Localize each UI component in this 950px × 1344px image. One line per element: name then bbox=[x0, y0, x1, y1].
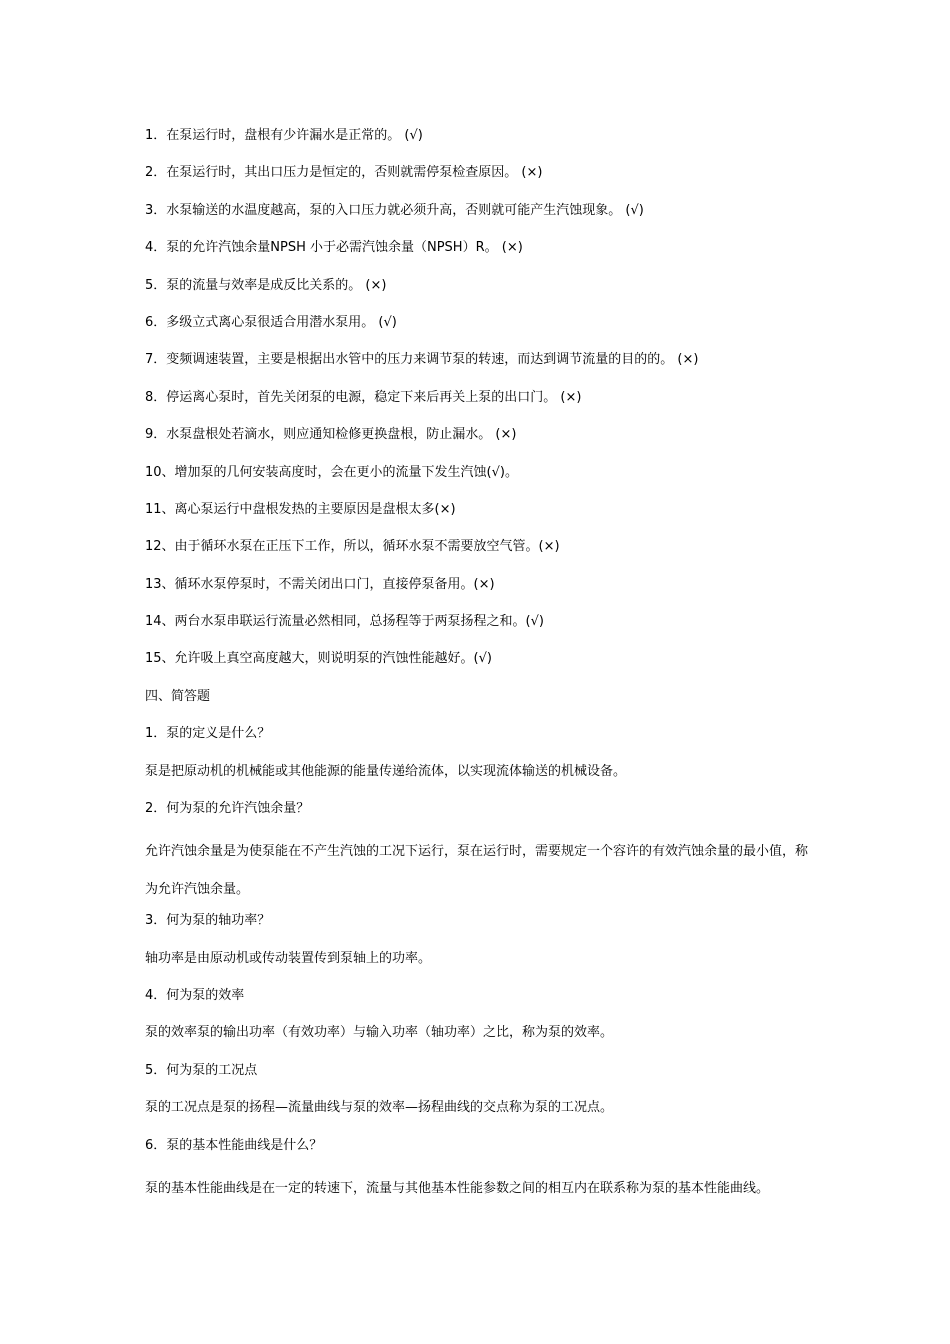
question-5: 5．何为泵的工况点 bbox=[145, 1062, 258, 1078]
tf-item-5: 5．泵的流量与效率是成反比关系的。 (×) bbox=[145, 277, 387, 293]
tf-item-4: 4．泵的允许汽蚀余量NPSH 小于必需汽蚀余量（NPSH）R。 (×) bbox=[145, 240, 523, 256]
tf-item-2: 2．在泵运行时，其出口压力是恒定的，否则就需停泵检查原因。 (×) bbox=[145, 165, 543, 181]
answer-5: 泵的工况点是泵的扬程—流量曲线与泵的效率—扬程曲线的交点称为泵的工况点。 bbox=[145, 1100, 614, 1116]
answer-3: 轴功率是由原动机或传动装置传到泵轴上的功率。 bbox=[145, 950, 432, 966]
question-3: 3．何为泵的轴功率？ bbox=[145, 913, 271, 929]
tf-item-15: 15、允许吸上真空高度越大，则说明泵的汽蚀性能越好。(√) bbox=[145, 651, 492, 667]
tf-item-6: 6．多级立式离心泵很适合用潜水泵用。 (√) bbox=[145, 314, 397, 330]
question-1: 1．泵的定义是什么？ bbox=[145, 726, 271, 742]
tf-item-13: 13、循环水泵停泵时，不需关闭出口门，直接停泵备用。(×) bbox=[145, 576, 495, 592]
tf-item-14: 14、两台水泵串联运行流量必然相同，总扬程等于两泵扬程之和。(√) bbox=[145, 614, 544, 630]
document-page bbox=[145, 123, 815, 1207]
tf-item-12: 12、由于循环水泵在正压下工作，所以，循环水泵不需要放空气管。(×) bbox=[145, 539, 560, 555]
answer-1: 泵是把原动机的机械能或其他能源的能量传递给流体，以实现流体输送的机械设备。 bbox=[145, 763, 627, 779]
tf-item-11: 11、离心泵运行中盘根发热的主要原因是盘根太多(×) bbox=[145, 501, 456, 517]
tf-item-1: 1．在泵运行时，盘根有少许漏水是正常的。 (√) bbox=[145, 128, 423, 143]
tf-item-9: 9．水泵盘根处若滴水，则应通知检修更换盘根，防止漏水。 (×) bbox=[145, 427, 517, 443]
question-4: 4．何为泵的效率 bbox=[145, 988, 245, 1004]
tf-item-3: 3．水泵输送的水温度越高，泵的入口压力就必须升高，否则就可能产生汽蚀现象。 (√) bbox=[145, 202, 644, 218]
section-title: 四、简答题 bbox=[145, 688, 211, 704]
answer-4: 泵的效率泵的输出功率（有效功率）与输入功率（轴功率）之比，称为泵的效率。 bbox=[145, 1025, 614, 1041]
tf-item-10: 10、增加泵的几何安装高度时，会在更小的流量下发生汽蚀(√)。 bbox=[145, 464, 518, 480]
question-2: 2．何为泵的允许汽蚀余量？ bbox=[145, 801, 310, 817]
question-6: 6．泵的基本性能曲线是什么？ bbox=[145, 1137, 323, 1153]
tf-item-8: 8．停运离心泵时，首先关闭泵的电源，稳定下来后再关上泵的出口门。 (×) bbox=[145, 389, 582, 405]
answer-6: 泵的基本性能曲线是在一定的转速下，流量与其他基本性能参数之间的相互内在联系称为泵的基本性能曲线。 bbox=[145, 1180, 770, 1196]
answer-2: 允许汽蚀余量是为使泵能在不产生汽蚀的工况下运行，泵在运行时，需要规定一个容许的有效汽蚀余量的最小值，称为允许汽蚀余量。 bbox=[145, 844, 809, 897]
tf-item-7: 7．变频调速装置，主要是根据出水管中的压力来调节泵的转速，而达到调节流量的目的的。 (×) bbox=[145, 352, 699, 368]
